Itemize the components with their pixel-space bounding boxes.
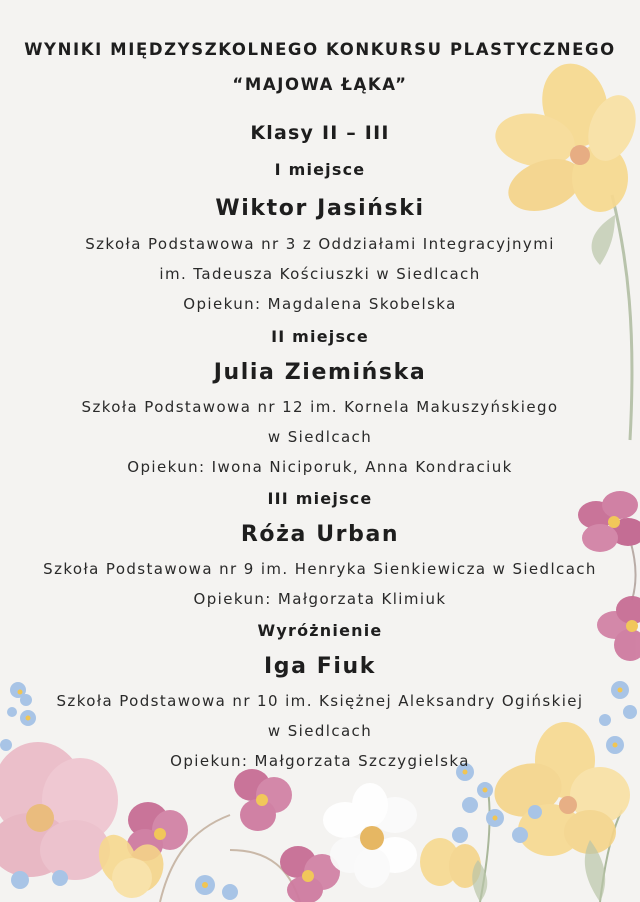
guardian-line: Opiekun: Małgorzata Szczygielska — [170, 752, 470, 770]
school-line: Szkoła Podstawowa nr 10 im. Księżnej Aleksandry Ogińskiej — [56, 692, 584, 710]
school-line: Szkoła Podstawowa nr 12 im. Kornela Makuszyńskiego — [81, 398, 559, 416]
guardian-line: Opiekun: Iwona Niciporuk, Anna Kondraciuk — [127, 458, 513, 476]
pink-flower-bottom-center-2 — [234, 769, 292, 831]
place-heading: I miejsce — [274, 160, 366, 179]
guardian-line: Opiekun: Małgorzata Klimiuk — [193, 590, 447, 608]
school-line: w Siedlcach — [267, 428, 373, 446]
school-line: w Siedlcach — [267, 722, 373, 740]
place-heading: II miejsce — [271, 327, 369, 346]
yellow-flower-bottom-middle — [420, 838, 481, 888]
school-line: im. Tadeusza Kościuszki w Siedlcach — [159, 265, 481, 283]
place-heading: Wyróżnienie — [257, 621, 383, 640]
category-heading: Klasy II – III — [250, 122, 390, 144]
winner-name: Wiktor Jasiński — [215, 196, 425, 221]
winner-name: Róża Urban — [240, 522, 400, 547]
title-line-2: “MAJOWA ŁĄKA” — [232, 75, 408, 94]
school-line: Szkoła Podstawowa nr 9 im. Henryka Sienkiewicza w Siedlcach — [43, 560, 597, 578]
school-line: Szkoła Podstawowa nr 3 z Oddziałami Integracyjnymi — [85, 235, 555, 253]
guardian-line: Opiekun: Magdalena Skobelska — [183, 295, 457, 313]
winner-name: Julia Ziemińska — [213, 360, 427, 385]
place-heading: III miejsce — [267, 489, 373, 508]
title-line-1: WYNIKI MIĘDZYSZKOLNEGO KONKURSU PLASTYCZNEGO — [24, 40, 616, 59]
winner-name: Iga Fiuk — [263, 654, 377, 679]
